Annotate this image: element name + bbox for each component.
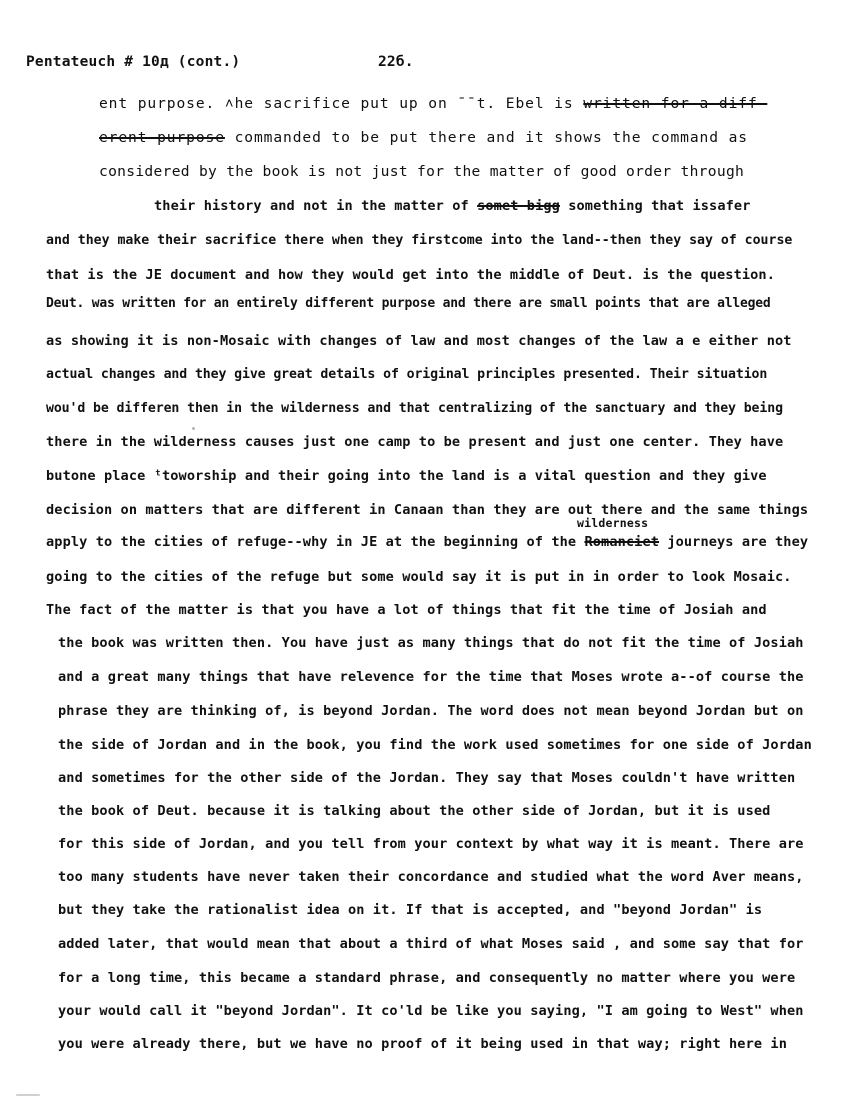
- text-line: [46, 296, 771, 311]
- text-line: [58, 737, 812, 753]
- text-line: [46, 233, 792, 248]
- text-line: [58, 1003, 804, 1019]
- line-text: the side of Jordan and in the book, you find the work used sometimes for one side of Jordan: [58, 737, 812, 753]
- line-text: considered by the book is not just for the matter of good order through: [99, 163, 745, 180]
- struck-text: Romanciet: [584, 534, 660, 550]
- text-line: [58, 970, 795, 986]
- line-text: phrase they are thinking of, is beyond Jordan. The word does not mean beyond Jordan but on: [58, 703, 804, 719]
- text-line: [58, 669, 804, 685]
- line-text: something that issafer: [559, 198, 751, 214]
- text-line: [99, 95, 767, 113]
- line-text: Deut. was written for an entirely different purpose and there are small points that are alleged: [46, 296, 771, 311]
- text-line: [154, 198, 750, 214]
- line-text: for this side of Jordan, and you tell from your context by what way it is meant. There are: [58, 836, 804, 852]
- line-text: you were already there, but we have no proof of it being used in that way; right here in: [58, 1036, 788, 1052]
- text-line: [46, 569, 792, 585]
- line-text: there in the wilderness causes just one camp to be present and just one center. They have: [46, 434, 784, 450]
- text-line: [99, 163, 744, 180]
- line-text: the book of Deut. because it is talking about the other side of Jordan, but it is used: [58, 803, 771, 819]
- line-text: and they make their sacrifice there when they firstcome into the land--then they say of course: [46, 233, 793, 248]
- struck-text: erent-purpose: [99, 129, 225, 146]
- line-text: as showing it is non-Mosaic with changes of law and most changes of the law a e either not: [46, 333, 792, 349]
- line-text: their history and not in the matter of: [154, 198, 478, 214]
- line-text: added later, that would mean that about a third of what Moses said , and some say that for: [58, 936, 804, 952]
- line-text: butone place ᵗtoworship and their going into the land is a vital question and they give: [46, 468, 767, 484]
- text-line: [58, 703, 804, 719]
- text-line: [46, 267, 775, 283]
- line-text: your would call it "beyond Jordan". It co'ld be like you saying, "I am going to West" when: [58, 1003, 804, 1019]
- line-text: too many students have never taken their concordance and studied what the word Aver means,: [58, 869, 804, 885]
- text-line: [58, 770, 795, 786]
- text-line: [58, 836, 804, 852]
- text-line: [46, 502, 808, 518]
- text-line: [58, 635, 804, 651]
- text-line: [58, 869, 804, 885]
- line-text: apply to the cities of refuge--why in JE at the beginning of the: [46, 534, 585, 550]
- scan-speck: [16, 1094, 40, 1096]
- page-number: 22б.: [378, 54, 414, 70]
- text-line: [58, 902, 762, 918]
- line-text: the book was written then. You have just as many things that do not fit the time of Josiah: [58, 635, 804, 651]
- line-text: and a great many things that have relevence for the time that Moses wrote a--of course the: [58, 669, 804, 685]
- text-line: [99, 129, 748, 146]
- line-text: going to the cities of the refuge but some would say it is put in in order to look Mosaic.: [46, 569, 792, 585]
- text-line: [58, 936, 804, 952]
- text-line: [46, 602, 767, 618]
- line-text: wou'd be differen then in the wilderness and that centralizing of the sanctuary and they being: [46, 401, 783, 416]
- struck-text: somet-bigg: [477, 198, 560, 214]
- text-line: [58, 1036, 787, 1052]
- line-text: The fact of the matter is that you have a lot of things that fit the time of Josiah and: [46, 602, 767, 618]
- text-line: [46, 401, 783, 416]
- text-line: [46, 333, 792, 349]
- line-text: commanded to be put there and it shows the command as: [224, 129, 748, 146]
- line-text: for a long time, this became a standard phrase, and consequently no matter where you were: [58, 970, 796, 986]
- struck-text: written-for-a-diff-: [583, 95, 768, 112]
- line-text: ent purpose. ˄he sacrifice put up on ˉˉt. Ebel is: [99, 95, 584, 112]
- interlinear-correction: wilderness: [577, 516, 649, 530]
- line-text: but they take the rationalist idea on it. If that is accepted, and "beyond Jordan" is: [58, 902, 763, 918]
- line-text: actual changes and they give great details of original principles presented. Their situation: [46, 367, 768, 382]
- text-line: [46, 534, 808, 550]
- document-title: Pentateuch # 10д (cont.): [26, 54, 241, 70]
- text-line: [46, 367, 767, 382]
- text-line: [46, 468, 767, 484]
- scan-speck: [192, 427, 195, 430]
- line-text: and sometimes for the other side of the Jordan. They say that Moses couldn't have written: [58, 770, 796, 786]
- line-text: journeys are they: [659, 534, 809, 550]
- line-text: that is the JE document and how they would get into the middle of Deut. is the question.: [46, 267, 776, 283]
- line-text: decision on matters that are different in Canaan than they are out there and the same things: [46, 502, 809, 518]
- text-line: [58, 803, 770, 819]
- text-line: [46, 434, 783, 450]
